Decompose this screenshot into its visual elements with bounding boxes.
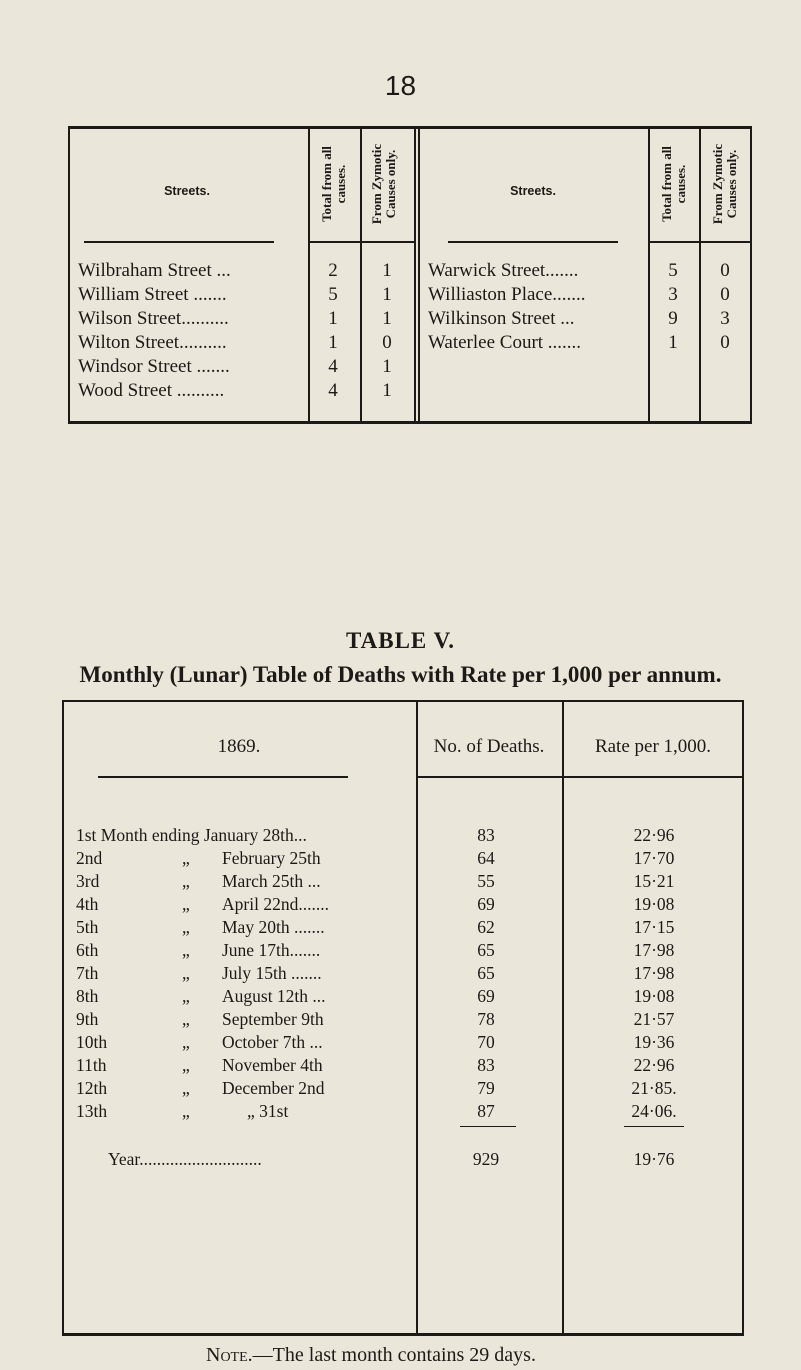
- street-name: Warwick Street.......: [428, 260, 579, 281]
- street-total: 9: [668, 308, 678, 329]
- month-ordinal: 2nd: [76, 848, 103, 868]
- street-row: [68, 332, 418, 354]
- street-name: Wilbraham Street ...: [78, 260, 231, 281]
- street-row: [418, 332, 752, 354]
- month-ordinal: 10th: [76, 1032, 108, 1052]
- year-row: [62, 1148, 744, 1171]
- month-row: [62, 847, 744, 870]
- month-end-date: November 4th: [222, 1055, 323, 1075]
- header-rule: [648, 241, 699, 243]
- year-label: Year............................: [108, 1149, 262, 1169]
- month-ordinal: 9th: [76, 1009, 99, 1029]
- street-row: [68, 308, 418, 330]
- ditto-mark: „: [182, 963, 190, 983]
- street-total: 5: [328, 284, 338, 305]
- rate-value: 19·08: [633, 986, 675, 1006]
- ditto-mark: „: [182, 1032, 190, 1052]
- street-row: [68, 284, 418, 306]
- header-deaths: No. of Deaths.: [433, 736, 545, 757]
- ditto-mark: „: [182, 848, 190, 868]
- header-rule: [308, 241, 360, 243]
- month-row: [62, 1054, 744, 1077]
- street-total: 4: [328, 356, 338, 377]
- street-total: 1: [328, 308, 338, 329]
- period-label: 1st Month ending January 28th...: [76, 825, 307, 845]
- deaths-value: 69: [477, 986, 495, 1006]
- ditto-mark: „: [182, 1009, 190, 1029]
- ditto-mark: „: [182, 986, 190, 1006]
- street-zymotic: 3: [720, 308, 730, 329]
- header-streets: Streets.: [510, 184, 556, 198]
- monthly-deaths-table: [62, 700, 744, 1336]
- deaths-value: 65: [477, 963, 495, 983]
- header-period: 1869.: [217, 736, 261, 757]
- rate-value: 19·08: [633, 894, 675, 914]
- month-row: [62, 916, 744, 939]
- street-name: Wilton Street..........: [78, 332, 227, 353]
- street-name: Wood Street ..........: [78, 380, 225, 401]
- street-zymotic: 1: [382, 380, 392, 401]
- rate-value: 21·57: [633, 1009, 675, 1029]
- month-end-date: May 20th .......: [222, 917, 325, 937]
- month-ordinal: 4th: [76, 894, 99, 914]
- month-row: [62, 893, 744, 916]
- deaths-value: 62: [477, 917, 495, 937]
- street-total: 1: [668, 332, 678, 353]
- rate-value: 17·15: [633, 917, 675, 937]
- street-zymotic: 1: [382, 260, 392, 281]
- street-name: Wilkinson Street ...: [428, 308, 575, 329]
- footnote: [206, 1344, 536, 1367]
- month-row: [62, 1008, 744, 1031]
- month-row: [62, 1100, 744, 1123]
- month-end-date: June 17th.......: [222, 940, 321, 960]
- header-rate: Rate per 1,000.: [594, 736, 712, 757]
- note-text: —The last month contains 29 days.: [252, 1344, 536, 1366]
- month-end-date: July 15th .......: [222, 963, 322, 983]
- total-rule: [460, 1126, 516, 1127]
- month-row: [62, 939, 744, 962]
- street-total: 5: [668, 260, 678, 281]
- street-zymotic: 0: [720, 260, 730, 281]
- rate-value: 22·96: [633, 825, 675, 845]
- month-ordinal: 11th: [76, 1055, 107, 1075]
- ditto-mark: „: [182, 1101, 190, 1121]
- total-rule: [624, 1126, 684, 1127]
- table-bottom-rule: [62, 1333, 744, 1336]
- rate-value: 17·98: [633, 940, 675, 960]
- rate-value: 17·98: [633, 963, 675, 983]
- deaths-value: 64: [477, 848, 495, 868]
- month-row: [62, 985, 744, 1008]
- month-end-date: August 12th ...: [222, 986, 326, 1006]
- month-end-date: „ 31st: [247, 1101, 289, 1121]
- rate-value: 24·06.: [631, 1101, 677, 1121]
- table-title: TABLE V.: [346, 628, 455, 653]
- year-rate: 19·76: [633, 1149, 675, 1169]
- street-zymotic: 1: [382, 284, 392, 305]
- deaths-value: 83: [477, 825, 495, 845]
- street-zymotic: 0: [720, 332, 730, 353]
- street-row: [418, 284, 752, 306]
- ditto-mark: „: [182, 1055, 190, 1075]
- month-ordinal: 12th: [76, 1078, 108, 1098]
- table-subtitle: Monthly (Lunar) Table of Deaths with Rate per 1,000 per annum.: [79, 662, 722, 687]
- month-end-date: April 22nd.......: [222, 894, 329, 914]
- ditto-mark: „: [182, 871, 190, 891]
- street-total: 2: [328, 260, 338, 281]
- rate-value: 21·85.: [631, 1078, 677, 1098]
- month-end-date: September 9th: [222, 1009, 324, 1029]
- year-deaths: 929: [472, 1149, 500, 1169]
- month-row: [62, 870, 744, 893]
- street-total: 4: [328, 380, 338, 401]
- deaths-value: 78: [477, 1009, 495, 1029]
- street-row: [418, 260, 752, 282]
- month-end-date: December 2nd: [222, 1078, 325, 1098]
- header-rule: [84, 241, 274, 243]
- header-rule: [562, 776, 742, 778]
- street-name: Windsor Street .......: [78, 356, 230, 377]
- deaths-value: 65: [477, 940, 495, 960]
- street-row: [68, 356, 418, 378]
- month-ordinal: 8th: [76, 986, 99, 1006]
- street-total: 3: [668, 284, 678, 305]
- month-end-date: February 25th: [222, 848, 321, 868]
- street-zymotic: 1: [382, 356, 392, 377]
- header-rule: [699, 241, 752, 243]
- deaths-value: 55: [477, 871, 495, 891]
- header-rule: [98, 776, 348, 778]
- street-zymotic: 1: [382, 308, 392, 329]
- street-zymotic: 0: [720, 284, 730, 305]
- rate-value: 15·21: [633, 871, 675, 891]
- street-name: Waterlee Court .......: [428, 332, 582, 353]
- month-ordinal: 5th: [76, 917, 99, 937]
- ditto-mark: „: [182, 940, 190, 960]
- month-ordinal: 7th: [76, 963, 99, 983]
- street-row: [418, 308, 752, 330]
- rate-value: 19·36: [633, 1032, 675, 1052]
- ditto-mark: „: [182, 1078, 190, 1098]
- streets-table: Streets. Streets. Total from all causes. From Zymotic Causes only. Total from all causes. From Zymotic Causes only. Wilbraham Street ... 2 1 William Street ....... 5 1 Wilson Street.......... 1 1 Wilton Street.......... 1 0 Windsor Street ....... 4 1 Wood Street .......... 4 1 Warwick Street....... 5 0 Williaston Place....... 3 0 Wilkinson Street ... 9 3 Waterlee Court ....... 1 0: [68, 126, 752, 424]
- header-streets: Streets.: [164, 184, 210, 198]
- header-rule: [360, 241, 414, 243]
- deaths-value: 69: [477, 894, 495, 914]
- month-ordinal: 3rd: [76, 871, 100, 891]
- month-row: [62, 1077, 744, 1100]
- street-name: William Street .......: [78, 284, 227, 305]
- rate-value: 17·70: [633, 848, 675, 868]
- month-row: [62, 962, 744, 985]
- note-label: Note.: [206, 1344, 253, 1366]
- deaths-value: 79: [477, 1078, 495, 1098]
- page-number: 18: [384, 70, 417, 101]
- header-rule: [416, 776, 562, 778]
- month-ordinal: 6th: [76, 940, 99, 960]
- deaths-value: 83: [477, 1055, 495, 1075]
- deaths-value: 87: [477, 1101, 495, 1121]
- month-end-date: March 25th ...: [222, 871, 321, 891]
- month-row: [62, 1031, 744, 1054]
- ditto-mark: „: [182, 917, 190, 937]
- street-name: Williaston Place.......: [428, 284, 586, 305]
- header-rule: [448, 241, 618, 243]
- month-ordinal: 13th: [76, 1101, 108, 1121]
- month-row: [62, 824, 744, 847]
- rate-value: 22·96: [633, 1055, 675, 1075]
- street-name: Wilson Street..........: [78, 308, 229, 329]
- street-total: 1: [328, 332, 338, 353]
- street-row: [68, 260, 418, 282]
- street-zymotic: 0: [382, 332, 392, 353]
- street-row: [68, 380, 418, 402]
- deaths-value: 70: [477, 1032, 495, 1052]
- ditto-mark: „: [182, 894, 190, 914]
- month-end-date: October 7th ...: [222, 1032, 323, 1052]
